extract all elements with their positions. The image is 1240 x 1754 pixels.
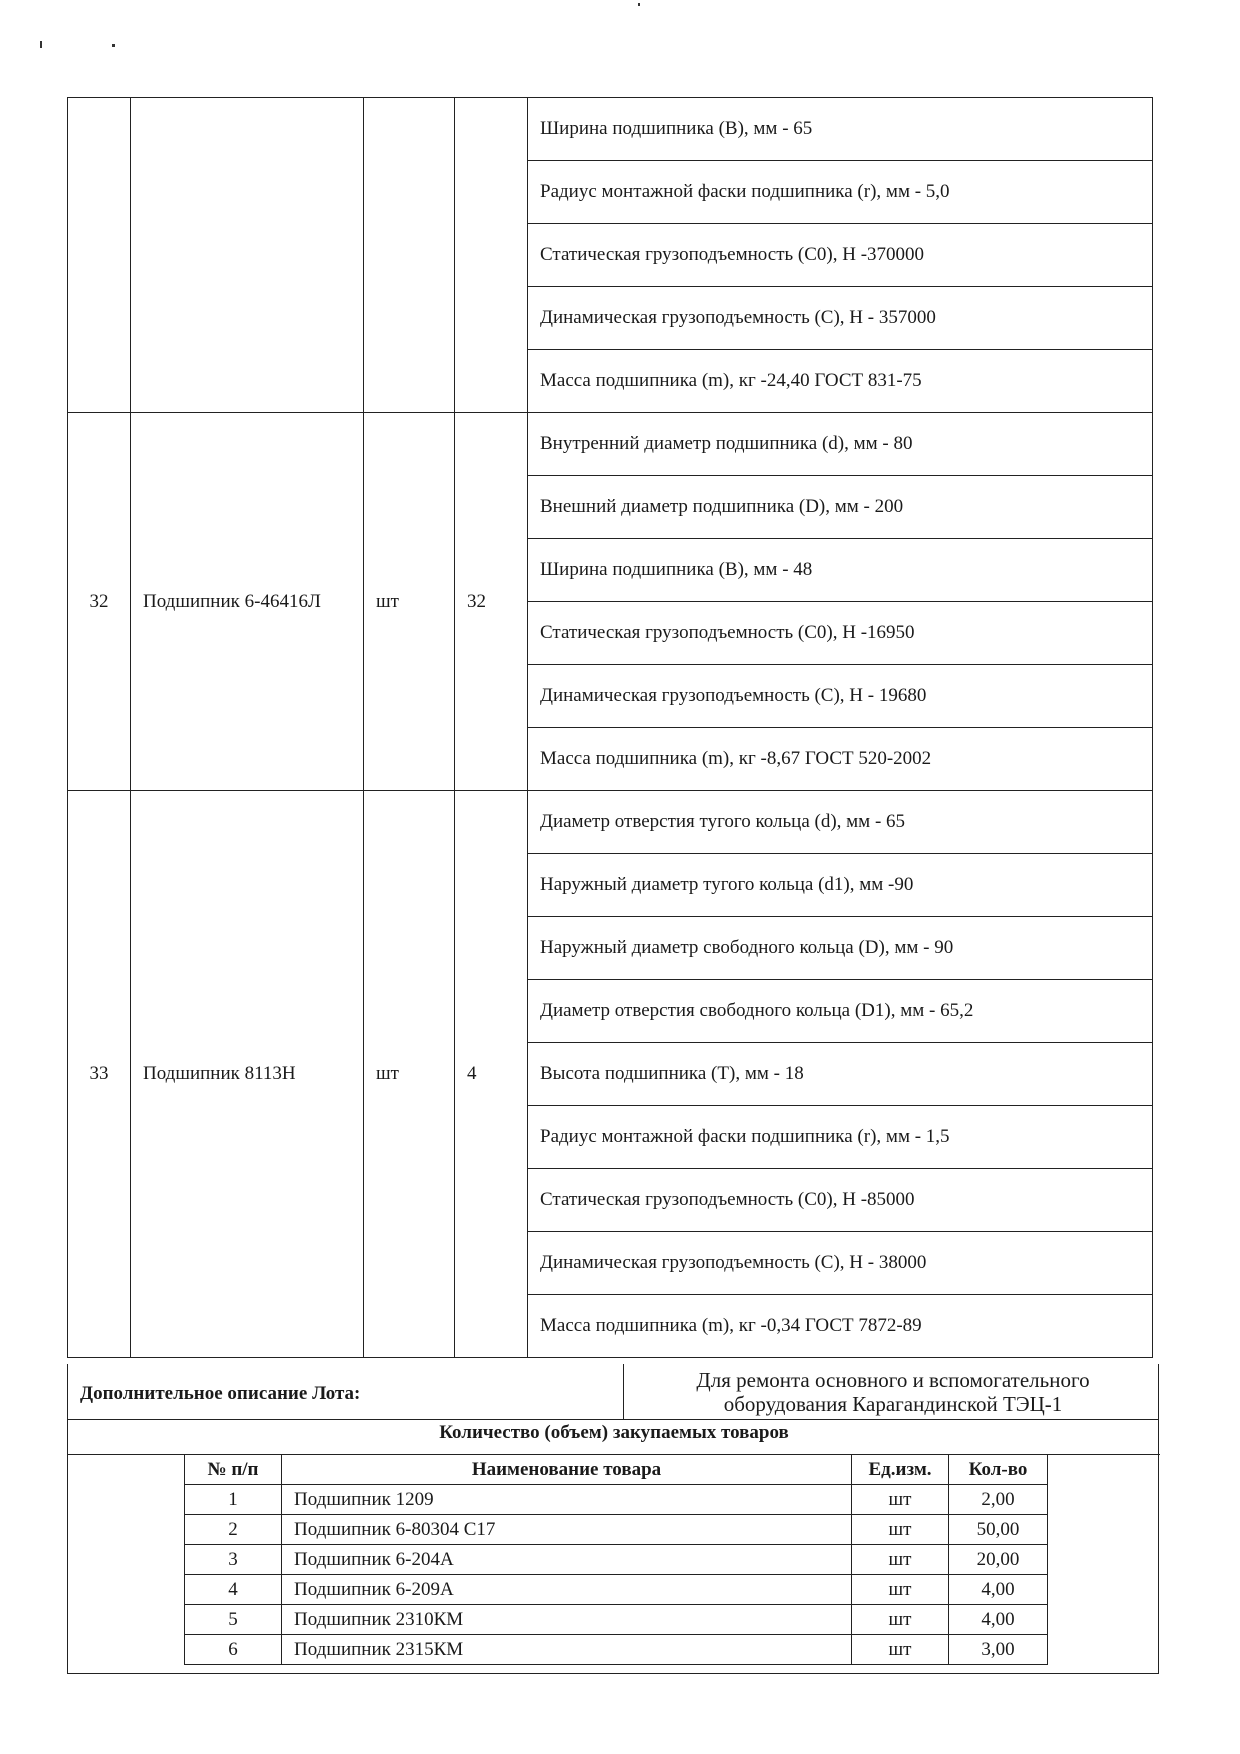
quantity-table (184, 1454, 1048, 1665)
quantity-table-header (185, 1455, 1048, 1485)
spec-row (68, 791, 1153, 854)
quantity-section (67, 1420, 1159, 1674)
row-number: 6 (185, 1635, 282, 1665)
row-quantity: 2,00 (949, 1485, 1048, 1515)
row-unit: шт (852, 1635, 949, 1665)
header-name: Наименование товара (282, 1455, 852, 1485)
spec-value: Радиус монтажной фаски подшипника (r), мм - 5,0 (528, 161, 1153, 224)
spec-value: Масса подшипника (m), кг -8,67 ГОСТ 520-2002 (528, 728, 1153, 791)
item-name (131, 98, 364, 413)
spec-value: Статическая грузоподъемность (С0), Н -16950 (528, 602, 1153, 665)
scan-speck (40, 41, 42, 48)
row-number: 5 (185, 1605, 282, 1635)
spec-value: Масса подшипника (m), кг -24,40 ГОСТ 831-75 (528, 350, 1153, 413)
row-unit: шт (852, 1605, 949, 1635)
spec-value: Динамическая грузоподъемность (С), Н - 38000 (528, 1232, 1153, 1295)
item-quantity: 4 (455, 791, 528, 1358)
table-row (185, 1515, 1048, 1545)
spec-value: Радиус монтажной фаски подшипника (r), мм - 1,5 (528, 1106, 1153, 1169)
row-unit: шт (852, 1515, 949, 1545)
row-unit: шт (852, 1575, 949, 1605)
row-number: 4 (185, 1575, 282, 1605)
row-quantity: 3,00 (949, 1635, 1048, 1665)
lot-divider (623, 1364, 624, 1420)
row-unit: шт (852, 1545, 949, 1575)
row-number: 3 (185, 1545, 282, 1575)
row-quantity: 20,00 (949, 1545, 1048, 1575)
lot-description-row (67, 1364, 1159, 1420)
spec-value: Статическая грузоподъемность (С0), Н -370000 (528, 224, 1153, 287)
scan-speck (112, 44, 115, 47)
lot-description-value: Для ремонта основного и вспомогательного оборудования Карагандинской ТЭЦ-1 (696, 1368, 1090, 1416)
row-unit: шт (852, 1485, 949, 1515)
spec-value: Ширина подшипника (В), мм - 48 (528, 539, 1153, 602)
spec-value: Динамическая грузоподъемность (С), Н - 19680 (528, 665, 1153, 728)
row-name: Подшипник 6-204А (282, 1545, 852, 1575)
table-row (185, 1575, 1048, 1605)
item-number: 32 (68, 413, 131, 791)
row-name: Подшипник 1209 (282, 1485, 852, 1515)
item-unit: шт (364, 791, 455, 1358)
table-row (185, 1635, 1048, 1665)
spec-value: Наружный диаметр тугого кольца (d1), мм -90 (528, 854, 1153, 917)
header-number: № п/п (185, 1455, 282, 1485)
spec-value: Наружный диаметр свободного кольца (D), мм - 90 (528, 917, 1153, 980)
spec-value: Внутренний диаметр подшипника (d), мм - 80 (528, 413, 1153, 476)
item-unit: шт (364, 413, 455, 791)
spec-value: Динамическая грузоподъемность (С), Н - 357000 (528, 287, 1153, 350)
row-name: Подшипник 2315КМ (282, 1635, 852, 1665)
spec-row (68, 413, 1153, 476)
bearing-spec-table (67, 97, 1153, 1358)
row-name: Подшипник 6-80304 С17 (282, 1515, 852, 1545)
item-unit (364, 98, 455, 413)
row-number: 2 (185, 1515, 282, 1545)
spec-value: Статическая грузоподъемность (С0), Н -85000 (528, 1169, 1153, 1232)
item-number: 33 (68, 791, 131, 1358)
spec-value: Высота подшипника (Т), мм - 18 (528, 1043, 1153, 1106)
row-quantity: 4,00 (949, 1575, 1048, 1605)
table-row (185, 1545, 1048, 1575)
spec-value: Диаметр отверстия свободного кольца (D1), мм - 65,2 (528, 980, 1153, 1043)
table-row (185, 1485, 1048, 1515)
item-name: Подшипник 6-46416Л (131, 413, 364, 791)
spec-value: Ширина подшипника (В), мм - 65 (528, 98, 1153, 161)
row-number: 1 (185, 1485, 282, 1515)
row-quantity: 4,00 (949, 1605, 1048, 1635)
spec-value: Масса подшипника (m), кг -0,34 ГОСТ 7872-89 (528, 1295, 1153, 1358)
spec-row (68, 98, 1153, 161)
item-quantity (455, 98, 528, 413)
spec-value: Внешний диаметр подшипника (D), мм - 200 (528, 476, 1153, 539)
header-unit: Ед.изм. (852, 1455, 949, 1485)
row-name: Подшипник 2310КМ (282, 1605, 852, 1635)
item-name: Подшипник 8113Н (131, 791, 364, 1358)
quantity-section-title: Количество (объем) закупаемых товаров (439, 1422, 789, 1443)
item-number (68, 98, 131, 413)
row-quantity: 50,00 (949, 1515, 1048, 1545)
spec-value: Диаметр отверстия тугого кольца (d), мм - 65 (528, 791, 1153, 854)
lot-description-label: Дополнительное описание Лота: (80, 1383, 361, 1404)
item-quantity: 32 (455, 413, 528, 791)
row-name: Подшипник 6-209А (282, 1575, 852, 1605)
header-quantity: Кол-во (949, 1455, 1048, 1485)
scan-speck (638, 3, 640, 6)
table-row (185, 1605, 1048, 1635)
